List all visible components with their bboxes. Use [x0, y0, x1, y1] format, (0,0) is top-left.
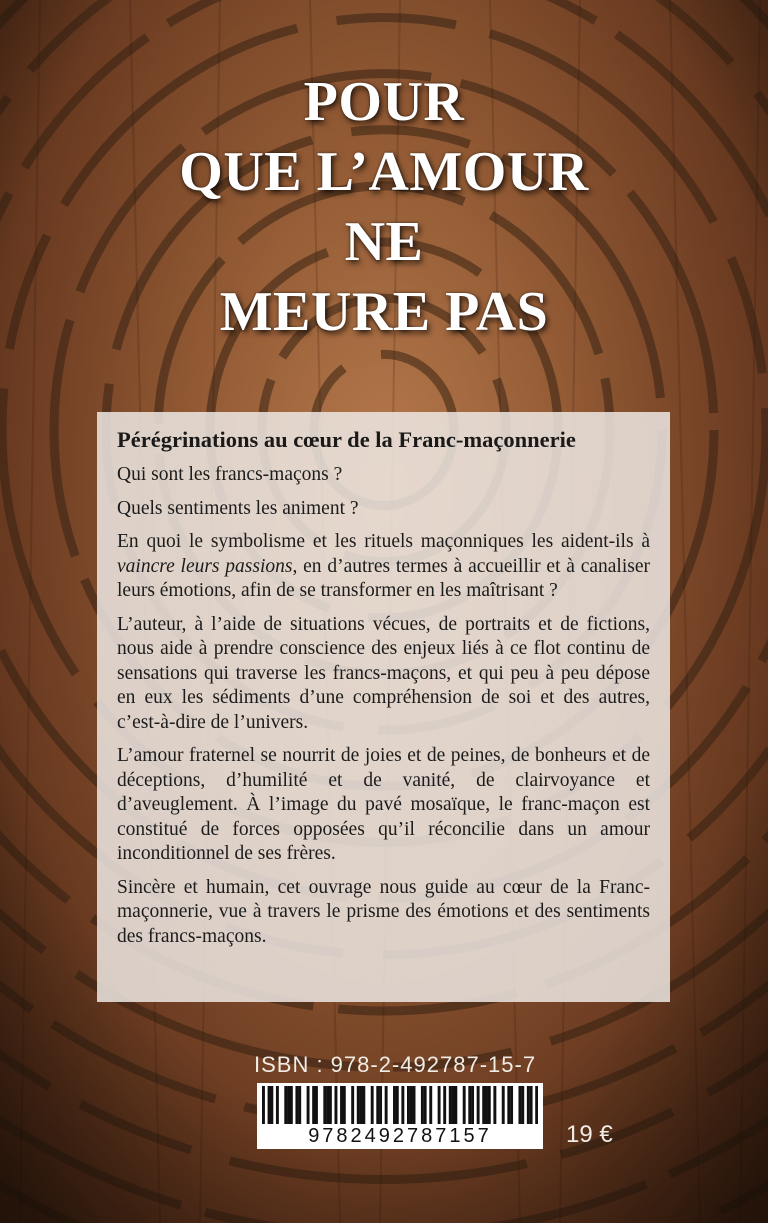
barcode-bar	[379, 1086, 382, 1124]
barcode-bar	[284, 1086, 287, 1124]
barcode	[257, 1083, 543, 1149]
barcode-bar	[421, 1086, 424, 1124]
barcode-bar	[298, 1086, 301, 1124]
barcode-bar	[471, 1086, 474, 1124]
title-line-3: NE	[344, 211, 424, 273]
blurb-subtitle: Pérégrinations au cœur de la Franc-maçonnerie	[117, 427, 576, 452]
barcode-bar	[276, 1086, 279, 1124]
barcode-bar	[482, 1086, 485, 1124]
blurb-p1-after: , en d’autres termes à accueillir et à canaliser leurs émotions, afin de se transformer en les maîtrisant ?	[117, 555, 650, 601]
barcode-bar	[270, 1086, 273, 1124]
barcode-bar	[493, 1086, 496, 1124]
barcode-bar	[410, 1086, 413, 1124]
barcode-bar	[518, 1086, 521, 1124]
barcode-bar	[510, 1086, 513, 1124]
barcode-bar	[438, 1086, 441, 1124]
barcode-bar	[323, 1086, 326, 1124]
barcode-bar	[454, 1086, 457, 1124]
blurb-paragraph-4: Sincère et humain, cet ouvrage nous guide au cœur de la Franc-maçonnerie, vue à travers le prisme des émotions et des sentiments des francs-maçons.	[117, 876, 650, 947]
barcode-bar	[429, 1086, 432, 1124]
barcode-bar	[268, 1086, 271, 1124]
barcode-bar	[312, 1086, 315, 1124]
blurb-p1-italic: vaincre leurs passions	[117, 555, 293, 577]
blurb-paragraph-1	[117, 530, 650, 604]
barcode-bar	[477, 1086, 480, 1124]
barcode-bar	[507, 1086, 510, 1124]
barcode-bar	[401, 1086, 404, 1124]
blurb-p1-before: En quoi le symbolisme et les rituels maçonniques les aident-ils à	[117, 531, 650, 552]
barcode-bar	[488, 1086, 491, 1124]
barcode-bar	[407, 1086, 410, 1124]
barcode-bar	[315, 1086, 318, 1124]
barcode-bar	[371, 1086, 374, 1124]
barcode-bar	[452, 1086, 455, 1124]
barcode-bar	[287, 1086, 290, 1124]
barcode-digits: 9782492787157	[308, 1125, 492, 1147]
barcode-bar	[468, 1086, 471, 1124]
title-line-2: QUE L’AMOUR	[179, 141, 589, 203]
barcode-bar	[343, 1086, 346, 1124]
barcode-bar	[527, 1086, 530, 1124]
barcode-bars	[262, 1086, 538, 1124]
barcode-bar	[449, 1086, 452, 1124]
title-line-1: POUR	[303, 71, 465, 133]
barcode-bar	[530, 1086, 533, 1124]
barcode-bar	[396, 1086, 399, 1124]
barcode-bar	[307, 1086, 310, 1124]
barcode-bar	[262, 1086, 265, 1124]
barcode-bar	[357, 1086, 360, 1124]
barcode-bar	[326, 1086, 329, 1124]
barcode-bar	[485, 1086, 488, 1124]
barcode-bar	[535, 1086, 538, 1124]
barcode-bar	[360, 1086, 363, 1124]
barcode-bar	[362, 1086, 365, 1124]
barcode-bar	[393, 1086, 396, 1124]
barcode-bar	[329, 1086, 332, 1124]
barcode-bar	[351, 1086, 354, 1124]
blurb-paragraph-3: L’amour fraternel se nourrit de joies et de peines, de bonheurs et de déceptions, d’humilité et de vanité, de clairvoyance et d’aveuglement. À l’image du pavé mosaïque, le franc-maçon est constitué de forces opposées qu’il réconcilie dans un amour inconditionnel de ses frères.	[117, 745, 650, 864]
barcode-bar	[334, 1086, 337, 1124]
barcode-bar	[413, 1086, 416, 1124]
blurb-question-2: Quels sentiments les animent ?	[117, 497, 359, 519]
barcode-bar	[463, 1086, 466, 1124]
isbn-label: ISBN : 978-2-492787-15-7	[254, 1052, 537, 1077]
barcode-bar	[295, 1086, 298, 1124]
blurb-panel	[97, 412, 670, 1002]
price-label: 19 €	[566, 1121, 613, 1148]
blurb-paragraph-2: L’auteur, à l’aide de situations vécues, de portraits et de fictions, nous aide à prendre conscience des enjeux liés à ce flot continu de sensations qui traverse les francs-maçons, et qui peu à peu dépose en eux les sédiments d’une compréhension de soi et des autres, c’est-à-dire de l’univers.	[117, 613, 650, 733]
barcode-bar	[521, 1086, 524, 1124]
barcode-bar	[443, 1086, 446, 1124]
barcode-bar	[424, 1086, 427, 1124]
blurb-question-1: Qui sont les francs-maçons ?	[117, 464, 343, 485]
barcode-bar	[340, 1086, 343, 1124]
barcode-bar	[385, 1086, 388, 1124]
barcode-bar	[376, 1086, 379, 1124]
title-line-4: MEURE PAS	[219, 281, 549, 343]
barcode-bar	[502, 1086, 505, 1124]
barcode-bar	[290, 1086, 293, 1124]
